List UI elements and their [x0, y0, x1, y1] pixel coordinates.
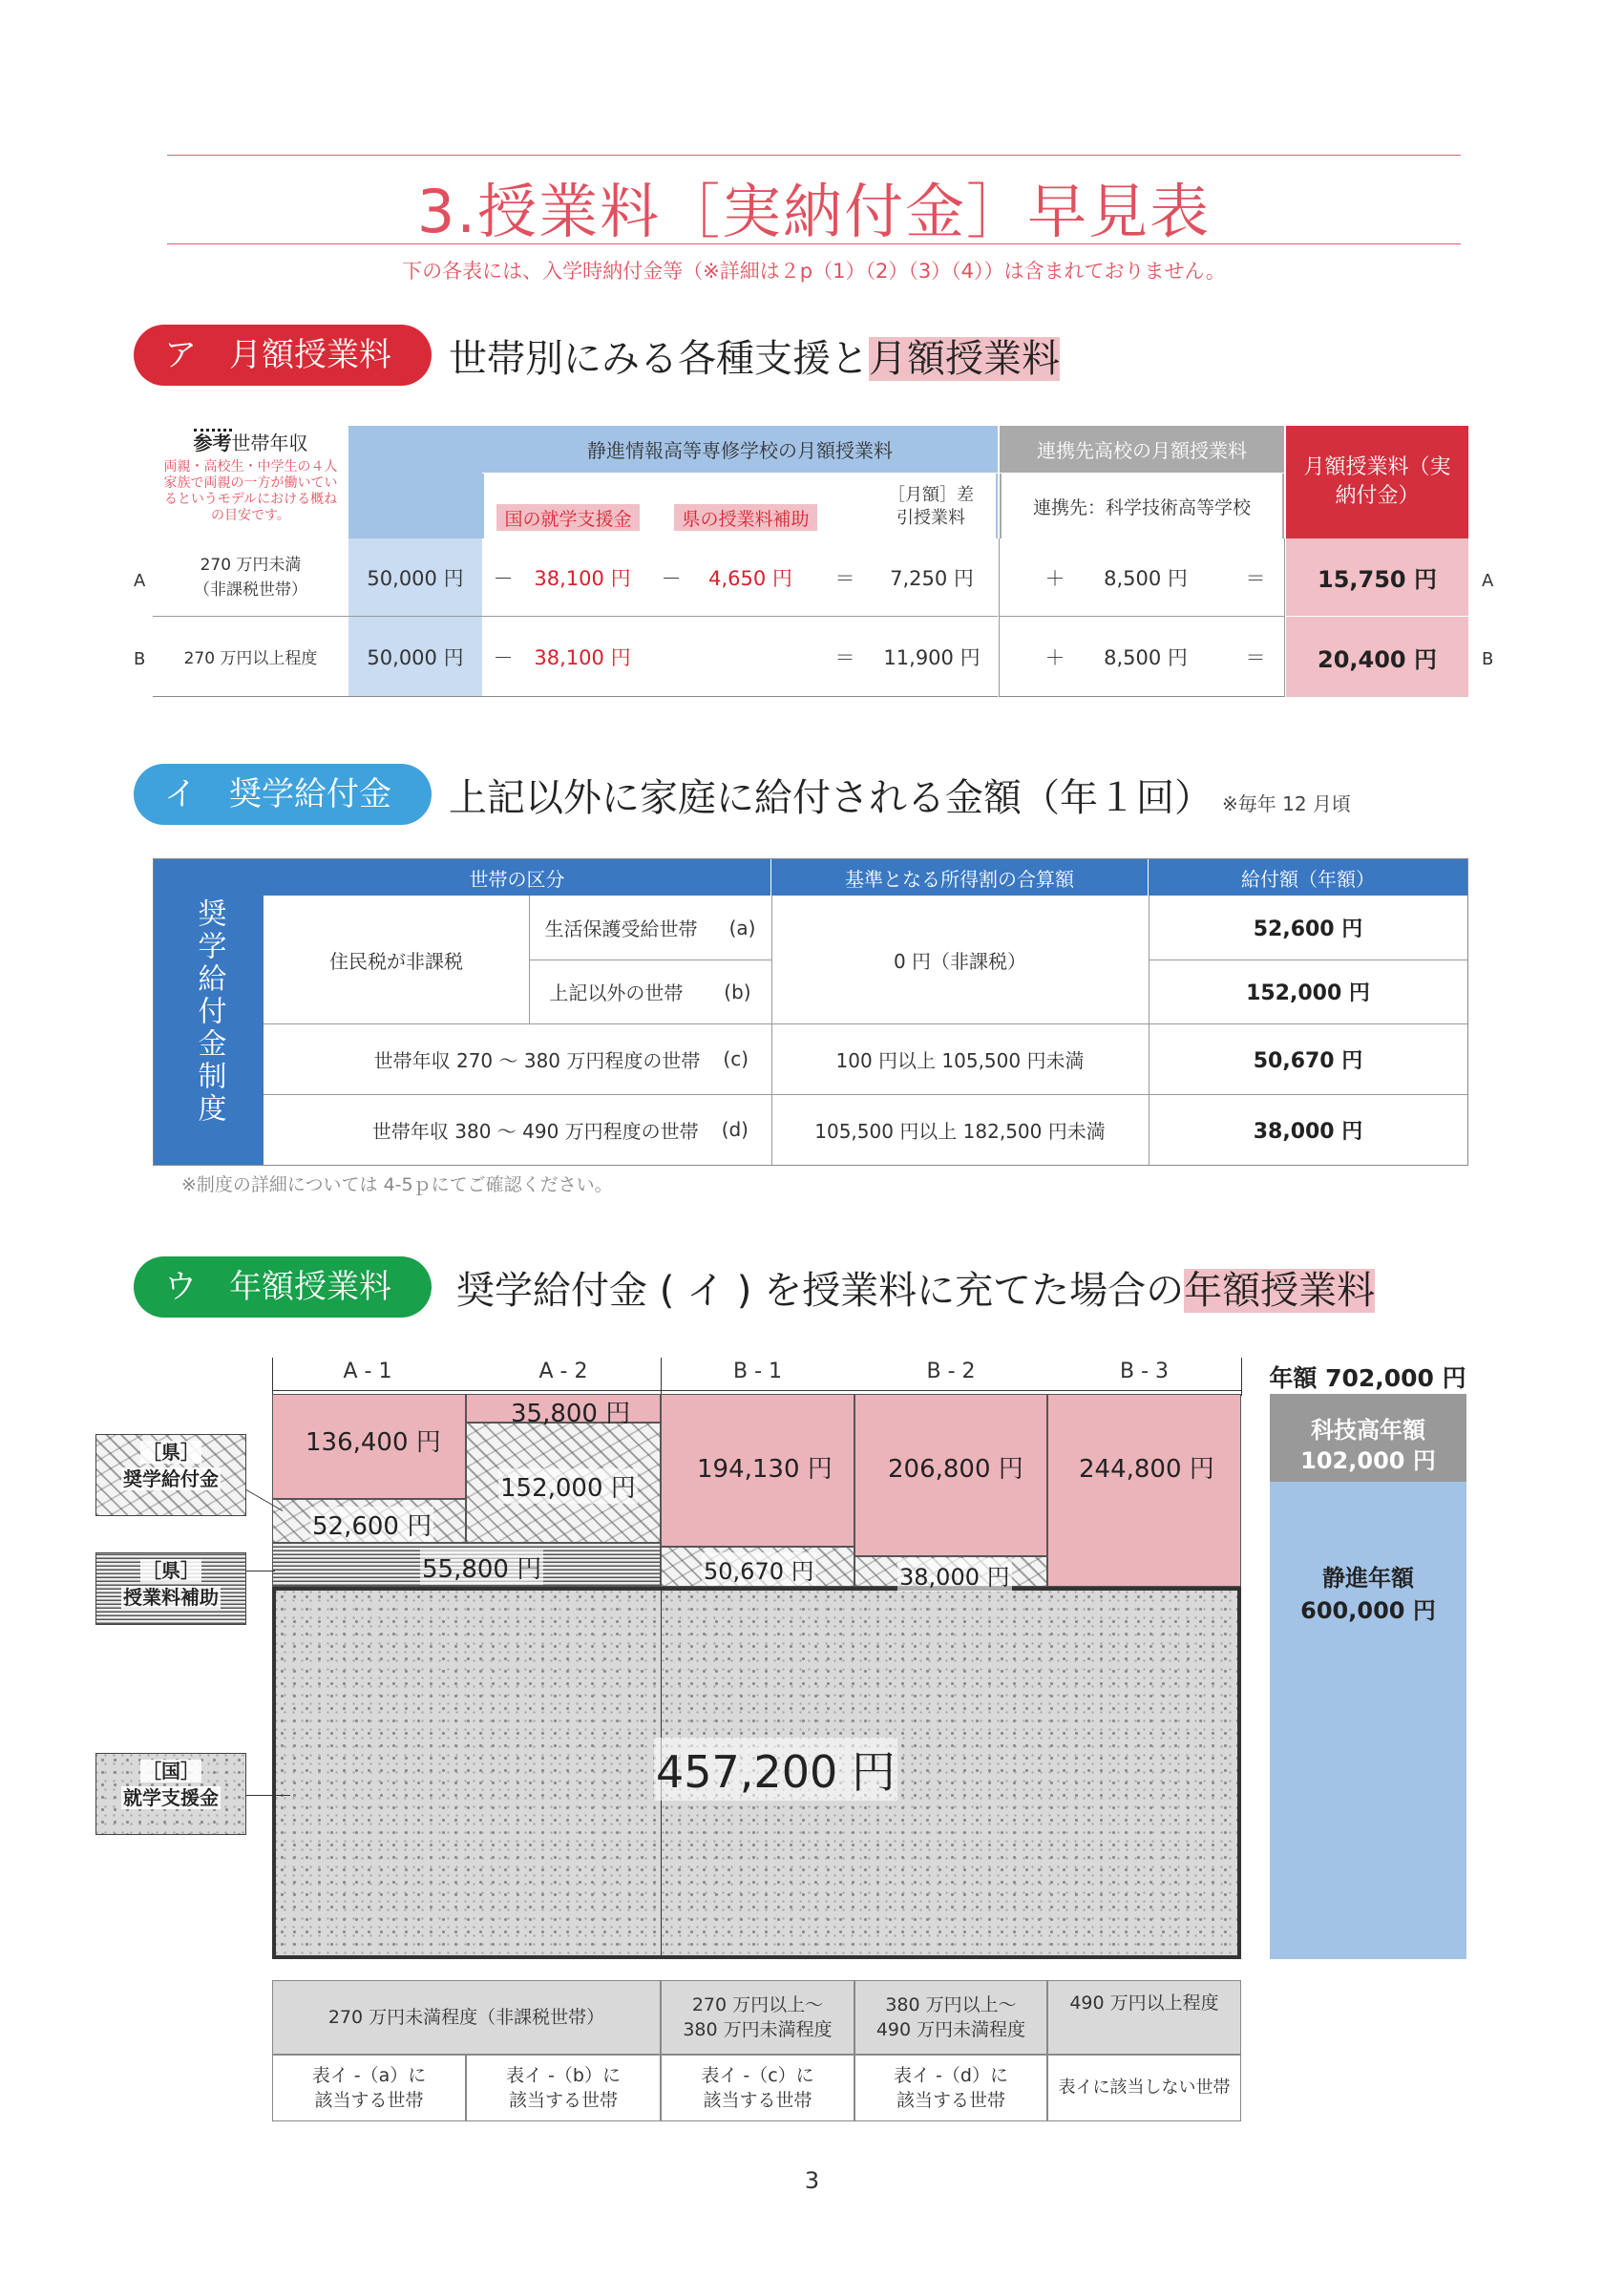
category-a1: A - 1 — [343, 1360, 392, 1383]
bottom-income-0: 270 万円未満程度（非課税世帯） — [272, 1980, 661, 2055]
b2-remainder-label: 206,800 円 — [888, 1455, 1023, 1484]
a1-remainder-label: 136,400 円 — [306, 1428, 441, 1457]
a2-remainder-label: 35,800 円 — [511, 1400, 631, 1428]
section-a-tag: ア 月額授業料 — [134, 325, 432, 386]
national-support-label: 457,200 円 — [654, 1738, 897, 1801]
section-u-tag: ウ 年額授業料 — [134, 1256, 432, 1318]
row-b-label: 上記以外の世帯 — [549, 981, 684, 1004]
page-number: 3 — [804, 2167, 820, 2194]
row-a-total: 15,750 円 — [1286, 538, 1468, 617]
row-a-pref: 4,650 円 — [708, 567, 792, 590]
reference-tech-label — [1270, 1415, 1466, 1476]
row-d-code: (d) — [721, 1118, 749, 1141]
page-title: 3.授業料［実納付金］早見表 — [416, 177, 1212, 246]
row-a-base: 50,000 円 — [348, 538, 482, 617]
b3-remainder-label: 244,800 円 — [1079, 1455, 1214, 1484]
row-d-label: 世帯年収 380 ～ 490 万円程度の世帯 — [371, 1119, 699, 1143]
row-a-national: 38,100 円 — [534, 567, 631, 590]
bottom-ref-3: 表イ -（d）に該当する世帯 — [854, 2055, 1047, 2121]
row-a-plus: ＋ — [1044, 567, 1065, 590]
row-b-amount: 152,000 円 — [1246, 981, 1370, 1005]
bottom-income-3: 490 万円以上程度 — [1047, 1980, 1241, 2055]
section-i-heading-note: ※毎年 12 月頃 — [1222, 792, 1351, 815]
row-a-id-right: A — [1482, 571, 1494, 591]
scholarship-side-label: 奨学給付金制度 — [154, 859, 264, 1165]
reference-label2: 世帯年収 — [231, 432, 308, 454]
b1-remainder-label: 194,130 円 — [697, 1455, 833, 1484]
legend-pref-aid-l2: 授業料補助 — [123, 1586, 219, 1609]
row-b-diff: 11,900 円 — [883, 646, 981, 669]
pref-aid-label: 55,800 円 — [420, 1550, 543, 1585]
reference-school-label2: 600,000 円 — [1300, 1597, 1436, 1624]
section-u-heading-highlight: 年額授業料 — [1184, 1269, 1376, 1313]
bottom-ref-4: 表イに該当しない世帯 — [1047, 2055, 1241, 2121]
reference-school-segment — [1270, 1482, 1466, 1959]
nontax-label: 住民税が非課税 — [329, 949, 463, 973]
legend-national — [95, 1753, 246, 1835]
section-i-tag: イ 奨学給付金 — [134, 764, 432, 825]
scholarship-footnote: ※制度の詳細については 4-5ｐにてご確認ください。 — [181, 1174, 613, 1195]
chart-axis-right — [1241, 1358, 1242, 1396]
row-a-id-left: A — [134, 571, 146, 591]
reference-total-label: 年額 702,000 円 — [1269, 1364, 1466, 1392]
section-a-heading-highlight: 月額授業料 — [869, 337, 1060, 381]
page-note: 下の各表には、入学時納付金等（※詳細は２p（1）（2）（3）（4））は含まれておりません。 — [402, 260, 1226, 283]
section-i-heading-text: 上記以外に家庭に給付される金額（年１回） — [449, 776, 1213, 820]
chart-header-line — [272, 1390, 1241, 1391]
row-a-partner: 8,500 円 — [1104, 567, 1188, 590]
row-c-income: 100 円以上 105,500 円未満 — [835, 1048, 1085, 1072]
legend-pref-aid-l1: ［県］ — [142, 1559, 200, 1582]
row-b-total: 20,400 円 — [1286, 617, 1468, 697]
reference-label: 参考 — [194, 429, 232, 454]
row-b-eq2: ＝ — [1245, 646, 1266, 669]
row-d-amount: 38,000 円 — [1253, 1119, 1363, 1144]
b2-grant-label: 38,000 円 — [897, 1558, 1012, 1592]
row-a-minus1: － — [493, 567, 514, 590]
legend-national-l2: 就学支援金 — [123, 1786, 219, 1809]
b1-grant-label: 50,670 円 — [702, 1552, 816, 1586]
partner-sub-header: 連携先：科学技術高等学校 — [1000, 474, 1284, 538]
a1-grant-label: 52,600 円 — [310, 1507, 433, 1542]
row-b-plus: ＋ — [1044, 646, 1065, 669]
section-a-heading-text: 世帯別にみる各種支援と — [449, 337, 869, 381]
bottom-income-2: 380 万円以上～490 万円未満程度 — [854, 1980, 1047, 2055]
diff-header: ［月額］差引授業料 — [888, 485, 974, 528]
row-a-diff: 7,250 円 — [890, 567, 974, 590]
reference-tech-label2: 102,000 円 — [1300, 1447, 1436, 1474]
row-a-minus2: － — [661, 567, 682, 590]
row-b-income: 270 万円以上程度 — [153, 617, 348, 697]
national-support-header: 国の就学支援金 — [496, 504, 640, 531]
legend-pref-aid — [95, 1552, 246, 1625]
row-a-code: (a) — [728, 916, 756, 939]
legend-national-l1: ［国］ — [142, 1760, 200, 1782]
bottom-ref-1: 表イ -（b）に該当する世帯 — [466, 2055, 661, 2121]
bottom-income-1: 270 万円以上～380 万円未満程度 — [661, 1980, 854, 2055]
reference-school-label — [1270, 1562, 1466, 1627]
legend-pref-grant-l2: 奨学給付金 — [123, 1467, 219, 1490]
row-b-minus1: － — [493, 646, 514, 669]
bottom-ref-2: 表イ -（c）に該当する世帯 — [661, 2055, 854, 2121]
reference-note: 両親・高校生・中学生の４人家族で両親の一方が働いているというモデルにおける概ねの目安です。 — [163, 459, 338, 523]
row-b-id-right: B — [1482, 649, 1494, 669]
row-b-code: (b) — [724, 980, 751, 1003]
category-b2: B - 2 — [926, 1360, 976, 1383]
row-b-national: 38,100 円 — [534, 646, 631, 669]
row-a-eq1: ＝ — [834, 567, 855, 590]
row-c-amount: 50,670 円 — [1253, 1048, 1363, 1073]
pref-support-header: 県の授業料補助 — [674, 504, 817, 531]
col-header-income: 基準となる所得割の合算額 — [771, 859, 1149, 896]
school-header: 静進情報高等専修学校の月額授業料 — [482, 426, 998, 474]
legend-pref-grant-l1: ［県］ — [142, 1441, 200, 1464]
b3-remainder-segment — [1047, 1394, 1241, 1587]
category-a2: A - 2 — [538, 1360, 588, 1383]
total-header: 月額授業料（実納付金） — [1286, 426, 1468, 538]
row-c-label: 世帯年収 270 ～ 380 万円程度の世帯 — [373, 1048, 701, 1072]
row-b-eq1: ＝ — [834, 646, 855, 669]
col-header-category: 世帯の区分 — [264, 859, 771, 896]
a2-grant-label: 152,000 円 — [498, 1468, 638, 1504]
row-a-label: 生活保護受給世帯 — [544, 918, 698, 940]
row-b-id-left: B — [134, 649, 146, 669]
row-a-eq2: ＝ — [1245, 567, 1266, 590]
category-b3: B - 3 — [1119, 1360, 1169, 1383]
row-c-code: (c) — [723, 1047, 749, 1070]
row-a-amount: 52,600 円 — [1253, 918, 1363, 941]
legend-national-pointer — [246, 1795, 290, 1796]
nontax-income: 0 円（非課税） — [893, 949, 1027, 973]
row-d-income: 105,500 円以上 182,500 円未満 — [814, 1119, 1106, 1143]
category-b1: B - 1 — [732, 1360, 782, 1383]
reference-school-label1: 静進年額 — [1322, 1565, 1414, 1592]
reference-tech-label1: 科技高年額 — [1311, 1417, 1425, 1444]
row-a-income: 270 万円未満（非課税世帯） — [153, 538, 348, 617]
row-b-partner: 8,500 円 — [1104, 646, 1188, 669]
col-header-amount: 給付額（年額） — [1149, 859, 1467, 896]
section-u-heading-text: 奨学給付金 ( イ ) を授業料に充てた場合の — [456, 1269, 1185, 1313]
legend-pref-grant — [95, 1434, 246, 1516]
row-b-base: 50,000 円 — [348, 617, 482, 697]
bottom-ref-0: 表イ -（a）に該当する世帯 — [272, 2055, 466, 2121]
partner-header: 連携先高校の月額授業料 — [1000, 426, 1284, 474]
